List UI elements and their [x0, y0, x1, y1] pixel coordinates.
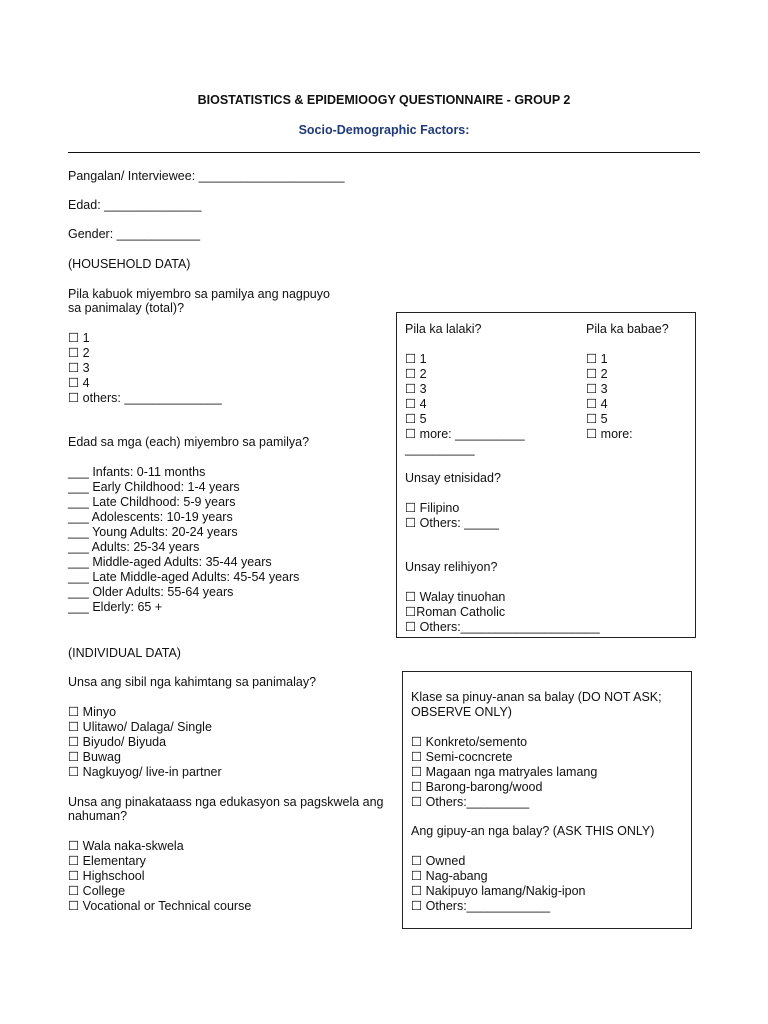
- female-options: [586, 352, 633, 442]
- section-subtitle: Socio-Demographic Factors:: [298, 123, 470, 137]
- checkbox-option[interactable]: ☐ 1: [586, 352, 608, 366]
- gender-field[interactable]: Gender: ____________: [68, 227, 201, 241]
- female-question: Pila ka babae?: [586, 322, 669, 336]
- education-options: [68, 839, 251, 914]
- checkbox-option[interactable]: ☐ 5: [586, 412, 608, 426]
- checkbox-option[interactable]: ☐ more:: [586, 427, 633, 441]
- checkbox-option[interactable]: ☐ 4: [586, 397, 608, 411]
- ethnicity-question: Unsay etnisidad?: [405, 471, 501, 485]
- household-heading: (HOUSEHOLD DATA): [68, 257, 191, 271]
- members-question-line2: sa panimalay (total)?: [68, 301, 185, 315]
- male-question: Pila ka lalaki?: [405, 322, 482, 336]
- age-group-option[interactable]: ___ Adolescents: 10-19 years: [68, 510, 233, 524]
- checkbox-option[interactable]: ☐ Others: _____: [405, 516, 499, 530]
- checkbox-option[interactable]: ☐ 3: [405, 382, 427, 396]
- checkbox-option[interactable]: ☐ Nakipuyo lamang/Nakig-ipon: [411, 884, 586, 898]
- checkbox-option[interactable]: ☐Roman Catholic: [405, 605, 506, 619]
- checkbox-option[interactable]: ☐ 4: [68, 376, 90, 390]
- civil-status-options: [68, 705, 222, 780]
- checkbox-option[interactable]: ☐ Elementary: [68, 854, 146, 868]
- checkbox-option[interactable]: ☐ Magaan nga matryales lamang: [411, 765, 598, 779]
- checkbox-option[interactable]: ☐ 2: [586, 367, 608, 381]
- house-type-question-line2: OBSERVE ONLY): [411, 705, 512, 719]
- age-group-option[interactable]: ___ Late Childhood: 5-9 years: [68, 495, 236, 509]
- checkbox-option[interactable]: ☐ Nag-abang: [411, 869, 488, 883]
- checkbox-option[interactable]: ☐ more: __________: [405, 427, 525, 441]
- checkbox-option[interactable]: ☐ Ulitawo/ Dalaga/ Single: [68, 720, 212, 734]
- ages-question: Edad sa mga (each) miyembro sa pamilya?: [68, 435, 310, 449]
- checkbox-option[interactable]: ☐ 1: [68, 331, 90, 345]
- checkbox-option[interactable]: ☐ 5: [405, 412, 427, 426]
- checkbox-option[interactable]: ☐ Konkreto/semento: [411, 735, 528, 749]
- ownership-question: Ang gipuy-an nga balay? (ASK THIS ONLY): [411, 824, 655, 838]
- header-divider: [68, 152, 700, 153]
- members-options: [68, 331, 222, 406]
- checkbox-option[interactable]: ☐ 1: [405, 352, 427, 366]
- civil-status-question: Unsa ang sibil nga kahimtang sa panimalay?: [68, 675, 317, 689]
- checkbox-option[interactable]: ☐ Owned: [411, 854, 466, 868]
- checkbox-option[interactable]: ☐ Biyudo/ Biyuda: [68, 735, 167, 749]
- checkbox-option[interactable]: ☐ 3: [586, 382, 608, 396]
- age-group-option[interactable]: ___ Infants: 0-11 months: [68, 465, 206, 479]
- checkbox-option[interactable]: ☐ Filipino: [405, 501, 460, 515]
- age-group-option[interactable]: ___ Middle-aged Adults: 35-44 years: [68, 555, 272, 569]
- checkbox-option[interactable]: ☐ Nagkuyog/ live-in partner: [68, 765, 222, 779]
- checkbox-option[interactable]: ☐ Others:_________: [411, 795, 530, 809]
- house-type-options: [411, 735, 597, 810]
- religion-question: Unsay relihiyon?: [405, 560, 498, 574]
- checkbox-option[interactable]: ☐ Vocational or Technical course: [68, 899, 252, 913]
- checkbox-option[interactable]: ☐ 4: [405, 397, 427, 411]
- members-question-line1: Pila kabuok miyembro sa pamilya ang nagpuyo: [68, 287, 330, 301]
- checkbox-option[interactable]: ☐ Wala naka-skwela: [68, 839, 184, 853]
- individual-heading: (INDIVIDUAL DATA): [68, 646, 181, 660]
- checkbox-option[interactable]: ☐ 3: [68, 361, 90, 375]
- checkbox-option[interactable]: ☐ 2: [68, 346, 90, 360]
- age-group-option[interactable]: ___ Elderly: 65 +: [68, 600, 163, 614]
- page-title: BIOSTATISTICS & EPIDEMIOOGY QUESTIONNAIRE - GROUP 2: [197, 93, 571, 107]
- checkbox-option[interactable]: ☐ Minyo: [68, 705, 117, 719]
- education-question-line2: nahuman?: [68, 809, 128, 823]
- age-group-option[interactable]: ___ Adults: 25-34 years: [68, 540, 200, 554]
- name-field[interactable]: Pangalan/ Interviewee: _____________________: [68, 169, 345, 183]
- checkbox-option[interactable]: ☐ Walay tinuohan: [405, 590, 506, 604]
- education-question-line1: Unsa ang pinakataass nga edukasyon sa pagskwela ang: [68, 795, 384, 809]
- age-group-option[interactable]: ___ Late Middle-aged Adults: 45-54 years: [68, 570, 300, 584]
- ages-options: [68, 465, 299, 615]
- checkbox-option[interactable]: ☐ 2: [405, 367, 427, 381]
- house-type-question-line1: Klase sa pinuy-anan sa balay (DO NOT ASK;: [411, 690, 662, 704]
- checkbox-option[interactable]: ☐ Others:____________: [411, 899, 551, 913]
- checkbox-option[interactable]: ☐ Barong-barong/wood: [411, 780, 543, 794]
- blank-line[interactable]: __________: [405, 442, 475, 456]
- checkbox-option[interactable]: ☐ College: [68, 884, 126, 898]
- age-group-option[interactable]: ___ Young Adults: 20-24 years: [68, 525, 238, 539]
- age-field[interactable]: Edad: ______________: [68, 198, 202, 212]
- ownership-options: [411, 854, 586, 914]
- ethnicity-options: [405, 501, 499, 531]
- checkbox-option[interactable]: ☐ others: ______________: [68, 391, 222, 405]
- age-group-option[interactable]: ___ Older Adults: 55-64 years: [68, 585, 234, 599]
- checkbox-option[interactable]: ☐ Semi-cocncrete: [411, 750, 513, 764]
- checkbox-option[interactable]: ☐ Others:____________________: [405, 620, 600, 634]
- age-group-option[interactable]: ___ Early Childhood: 1-4 years: [68, 480, 240, 494]
- religion-options: [405, 590, 600, 635]
- checkbox-option[interactable]: ☐ Buwag: [68, 750, 121, 764]
- checkbox-option[interactable]: ☐ Highschool: [68, 869, 145, 883]
- male-options: [405, 352, 525, 457]
